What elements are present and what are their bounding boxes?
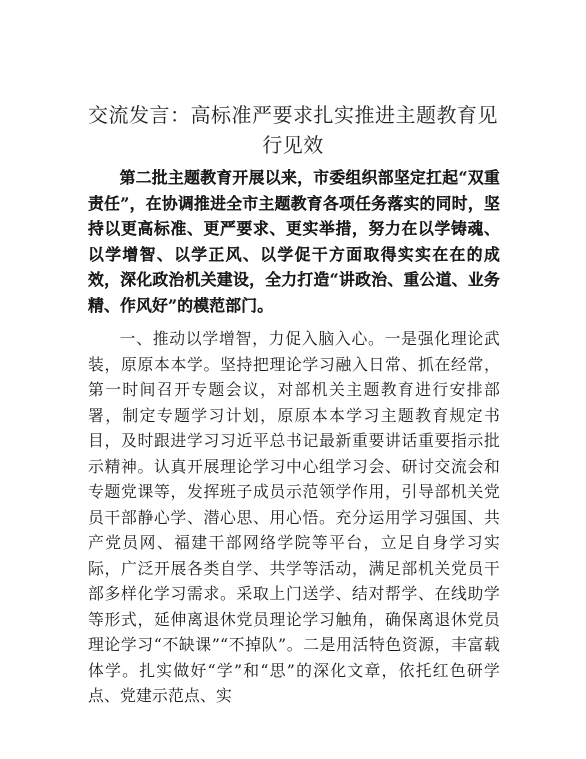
paragraph-section-one: 一、推动以学增智，力促入脑入心。一是强化理论武装，原原本本学。坚持把理论学习融入日常、抓在经常，第一时间召开专题会议，对部机关主题教育进行安排部署，制定专题学习计划，原原本本学习主题教育规定书目，及时跟进学习习近平总书记最新重要讲话重要指示批示精神。认真开展理论学习中心组学习会、研讨交流会和专题党课等，发挥班子成员示范领学作用，引导部机关党员干部静心学、潜心思、用心悟。充分运用学习强国、共产党员网、福建干部网络学院等平台，立足自身学习实际，广泛开展各类自学、共学等活动，满足部机关党员干部多样化学习需求。采取上门送学、结对帮学、在线助学等形式，延伸离退休党员理论学习触角，确保离退休党员理论学习“不缺课”“不掉队”。二是用活特色资源，丰富载体学。扎实做好“学”和“思”的深化文章，依托红色研学点、党建示范点、实 xyxy=(88,329,500,705)
document-title: 交流发言：高标准严要求扎实推进主题教育见行见效 xyxy=(88,103,498,157)
paragraph-intro: 第二批主题教育开展以来，市委组织部坚定扛起“双重责任”，在协调推进全市主题教育各项任务落实的同时，坚持以更高标准、更严要求、更实举措，努力在以学铸魂、以学增智、以学正风、以学促干方面取得实实在在的成效，深化政治机关建设，全力打造“讲政治、重公道、业务精、作风好”的模范部门。 xyxy=(88,168,500,315)
document-body xyxy=(88,165,500,715)
